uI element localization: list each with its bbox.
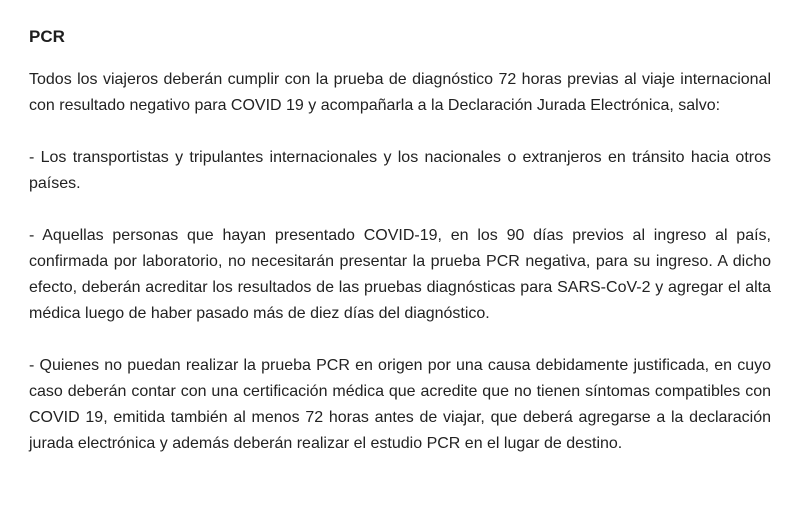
exception-recovered-paragraph: - Aquellas personas que hayan presentado COVID-19, en los 90 días previos al ingreso al país, confirmada por laboratorio, no necesitarán presentar la prueba PCR negativa, para su ingreso. A dicho efecto, deberán acreditar los resultados de las pruebas diagnósticas para SARS-CoV-2 y agregar el alta médica luego de haber pasado más de diez días del diagnóstico. (29, 227, 771, 322)
exception-transport-paragraph: - Los transportistas y tripulantes internacionales y los nacionales o extranjeros en tránsito hacia otros países. (29, 149, 771, 192)
section-title: PCR (29, 27, 65, 46)
exception-unable-paragraph: - Quienes no puedan realizar la prueba PCR en origen por una causa debidamente justificada, en cuyo caso deberán contar con una certificación médica que acredite que no tienen síntomas compatibles con COVID 19, emitida también al menos 72 horas antes de viajar, que deberá agregarse a la declaración jurada electrónica y además deberán realizar el estudio PCR en el lugar de destino. (29, 357, 771, 452)
intro-paragraph: Todos los viajeros deberán cumplir con la prueba de diagnóstico 72 horas previas al viaje internacional con resultado negativo para COVID 19 y acompañarla a la Declaración Jurada Electrónica, salvo: (29, 71, 771, 114)
